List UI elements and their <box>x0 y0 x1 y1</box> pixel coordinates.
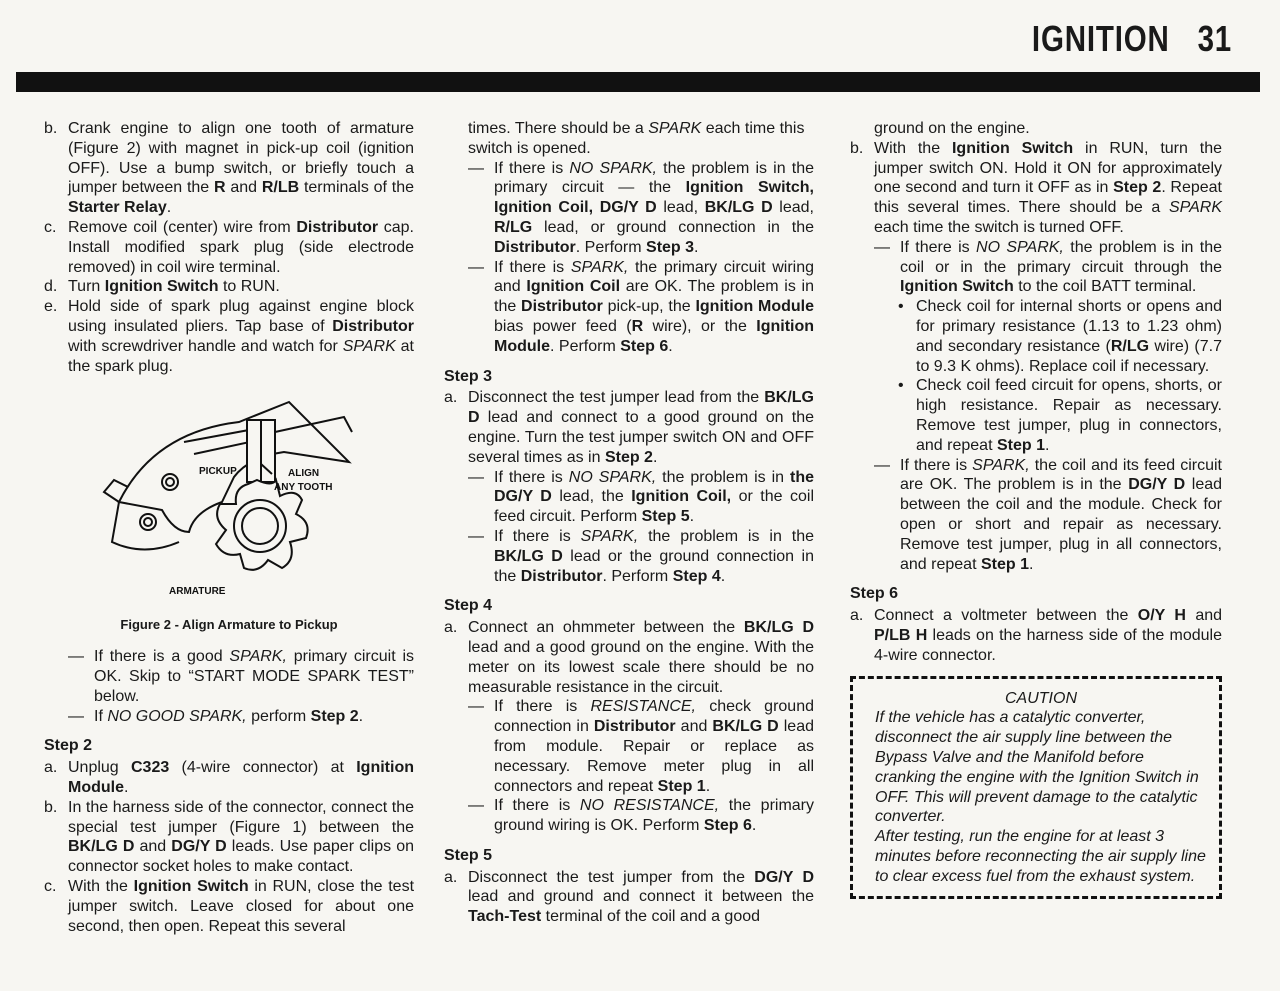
page-number: 31 <box>1197 18 1232 59</box>
list-item: a. Connect an ohmmeter between the BK/LG D lead and a good ground on the engine. With the meter on its lowest scale there should be no measurable resistance in the circuit. <box>444 619 815 696</box>
column-1 <box>44 119 414 936</box>
list-item: — If there is SPARK, the primary circuit wiring and Ignition Coil are OK. The problem is in the Distributor pick-up, the Ignition Module bias power feed (R wire), or the Ignition Module. Perform Step 6. <box>468 258 815 355</box>
align-label: ALIGN <box>288 468 320 480</box>
any-tooth-label: ANY TOOTH <box>274 482 333 494</box>
column-2 <box>444 119 814 927</box>
list-item: c. Remove coil (center) wire from Distributor cap. Install modified spark plug (side electrode removed) in coil wire terminal. <box>44 218 415 276</box>
list-item: — If there is NO SPARK, the problem is in the primary circuit — the Ignition Switch, Ignition Coil, DG/Y D lead, BK/LG D lead, R/LG lead, or ground connection in the Distributor. Perform Step 3. <box>468 159 815 256</box>
pickup-label: PICKUP <box>199 466 237 478</box>
caution-box <box>850 676 1222 900</box>
figure-caption: Figure 2 - Align Armature to Pickup <box>120 617 338 633</box>
list-item: d. Turn Ignition Switch to RUN. <box>44 278 280 296</box>
list-item: b. With the Ignition Switch in RUN, turn the jumper switch ON. Hold it ON for approximately one second and turn it OFF as in Step 2. Repeat this several times. There should be a SPARK each time the switch is turned OFF. <box>850 139 1223 236</box>
list-item: — If NO GOOD SPARK, perform Step 2. <box>68 707 364 725</box>
step-heading: Step 6 <box>850 585 899 603</box>
list-item: a. Unplug C323 (4-wire connector) at Ignition Module. <box>44 759 414 796</box>
step-heading: Step 2 <box>44 737 93 755</box>
list-item: — If there is NO RESISTANCE, the primary ground wiring is OK. Perform Step 6. <box>468 797 815 835</box>
list-item: b. Crank engine to align one tooth of armature (Figure 2) with magnet in pick-up coil (ignition OFF). Use a bump switch, or briefly touch a jumper between the R and R/LB terminals of the Starter Relay. <box>44 120 414 217</box>
section-title <box>1032 18 1232 60</box>
list-item: a. Connect a voltmeter between the O/Y H and P/LB H leads on the harness side of the module 4-wire connector. <box>850 607 1223 664</box>
step-heading: Step 4 <box>444 597 493 615</box>
figure-2-diagram <box>44 392 414 607</box>
list-item: — If there is SPARK, the coil and its feed circuit are OK. The problem is in the DG/Y D lead between the coil and the module. Check for open or short and repair as necessary. Remove test jumper, plug in all connectors, and repeat Step 1. <box>874 456 1223 573</box>
caution-text: If the vehicle has a catalytic converter, disconnect the air supply line between the Bypass Valve and the Manifold before cranking the engine with the Ignition Switch in OFF. This will prevent damage to the catalytic converter. <box>875 709 1199 826</box>
list-item: c. With the Ignition Switch in RUN, close the test jumper switch. Leave closed for about one second, then open. Repeat this several <box>44 877 415 935</box>
list-item: a. Disconnect the test jumper from the DG/Y D lead and ground and connect it between the Tach-Test terminal of the coil and a good <box>444 868 815 926</box>
armature-label: ARMATURE <box>169 586 226 598</box>
list-item: — If there is SPARK, the problem is in the BK/LG D lead or the ground connection in the Distributor. Perform Step 4. <box>468 527 815 585</box>
distributor-illustration <box>44 392 414 607</box>
list-item: b. In the harness side of the connector, connect the special test jumper (Figure 1) between the BK/LG D and DG/Y D leads. Use paper clips on connector socket holes to make contact. <box>44 798 414 876</box>
list-item: a. Disconnect the test jumper lead from the BK/LG D lead and connect to a good ground on the engine. Turn the test jumper switch ON and OFF several times as in Step 2. <box>444 389 814 466</box>
caution-title: CAUTION <box>1005 689 1077 707</box>
list-item: — If there is NO SPARK, the problem is in the coil or in the primary circuit through the Ignition Switch to the coil BATT terminal. <box>874 238 1223 296</box>
list-item: — If there is RESISTANCE, check ground connection in Distributor and BK/LG D lead from module. Repair or replace as necessary. Remove meter plug in all connectors and repeat Step 1. <box>468 698 815 795</box>
caution-text-2: After testing, run the engine for at least 3 minutes before reconnecting the air supply line to clear excess fuel from the exhaust system. <box>875 828 1206 885</box>
paragraph: times. There should be a SPARK each time this switch is opened. <box>468 120 805 157</box>
list-item: e. Hold side of spark plug against engine block using insulated pliers. Tap base of Distributor with screwdriver handle and watch for SPARK at the spark plug. <box>44 298 415 375</box>
list-item: — If there is a good SPARK, primary circuit is OK. Skip to “START MODE SPARK TEST” below. <box>68 648 414 705</box>
bullet-item: • Check coil for internal shorts or opens and for primary resistance (1.13 to 1.23 ohm) and secondary resistance (R/LG wire) (7.7 to 9.3 K ohms). Replace coil if necessary. <box>898 298 1223 375</box>
chapter-name: IGNITION <box>1031 18 1170 59</box>
bullet-item: • Check coil feed circuit for opens, shorts, or high resistance. Repair as necessary. Remove test jumper, plug in connectors, and repeat Step 1. <box>898 377 1222 454</box>
column-3 <box>850 119 1222 899</box>
step-heading: Step 5 <box>444 846 493 864</box>
paragraph: ground on the engine. <box>874 120 1030 137</box>
step-heading: Step 3 <box>444 367 493 385</box>
list-item: — If there is NO SPARK, the problem is in the DG/Y D lead, the Ignition Coil, or the coil feed circuit. Perform Step 5. <box>468 468 815 526</box>
header-rule <box>16 72 1260 92</box>
